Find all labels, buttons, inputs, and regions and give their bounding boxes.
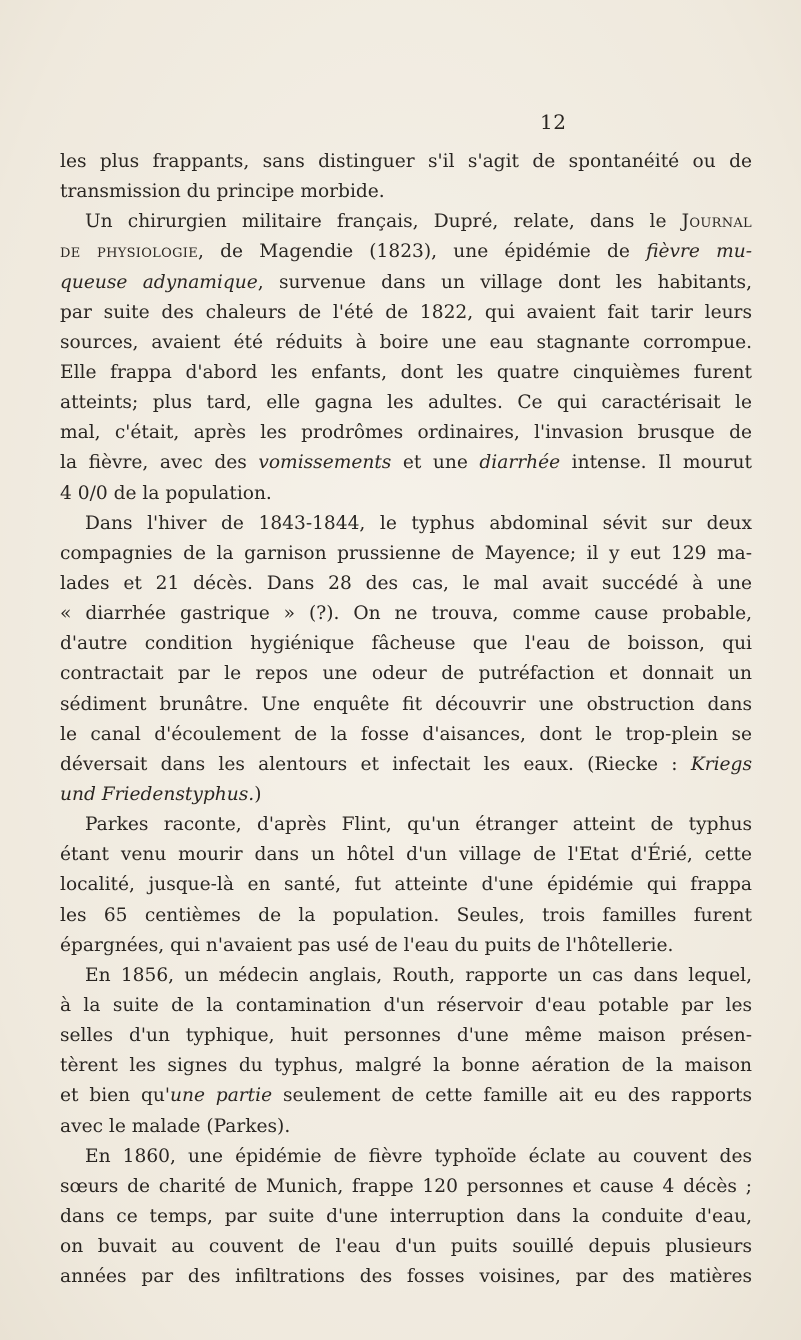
text-line	[60, 479, 752, 509]
line-text: Un chirurgien militaire français, Dupré, relate, dans le	[85, 211, 682, 233]
text-line	[60, 207, 752, 237]
line-text: , survenue dans un village dont les habitants,	[257, 271, 752, 293]
text-line	[60, 418, 752, 448]
line-text: déversait dans les alentours et infectait les eaux. (Riecke :	[60, 753, 691, 775]
text-line	[60, 991, 752, 1021]
small-caps-text: Journal	[681, 211, 752, 233]
text-line	[60, 1081, 752, 1111]
text-line	[60, 1112, 752, 1142]
line-text: compagnies de la garnison prussienne de Mayence; il y eut 129 ma-	[60, 542, 752, 564]
text-line	[60, 237, 752, 267]
text-line	[60, 901, 752, 931]
line-text: années par des infiltrations des fosses voisines, par des matières	[60, 1266, 752, 1288]
italic-text: vomissements	[258, 452, 392, 474]
line-text: atteints; plus tard, elle gagna les adultes. Ce qui caractérisait le	[60, 392, 752, 414]
text-line	[60, 810, 752, 840]
text-line	[60, 750, 752, 780]
line-text: le canal d'écoulement de la fosse d'aisances, dont le trop-plein se	[60, 723, 752, 745]
line-text: et une	[391, 452, 480, 474]
line-text: Elle frappa d'abord les enfants, dont les quatre cinquièmes furent	[60, 361, 752, 383]
text-line	[60, 1051, 752, 1081]
line-text: épargnées, qui n'avaient pas usé de l'eau du puits de l'hôtellerie.	[60, 934, 674, 956]
line-text: étant venu mourir dans un hôtel d'un village de l'Etat d'Érié, cette	[60, 844, 752, 866]
text-line	[60, 840, 752, 870]
line-text: 4 0/0 de la population.	[60, 482, 272, 504]
italic-text: fièvre mu-	[646, 241, 752, 263]
line-text: mal, c'était, après les prodrômes ordinaires, l'invasion brusque de	[60, 422, 752, 444]
line-text: sources, avaient été réduits à boire une eau stagnante corrompue.	[60, 331, 752, 353]
body-text	[60, 147, 752, 1292]
small-caps-text: de physiologie	[60, 241, 198, 263]
text-line	[60, 1202, 752, 1232]
text-line	[60, 1142, 752, 1172]
text-line	[60, 1172, 752, 1202]
text-line	[60, 870, 752, 900]
line-text: Dans l'hiver de 1843-1844, le typhus abdominal sévit sur deux	[85, 512, 752, 534]
text-line	[60, 328, 752, 358]
line-text: contractait par le repos une odeur de putréfaction et donnait un	[60, 663, 752, 685]
line-text: d'autre condition hygiénique fâcheuse que l'eau de boisson, qui	[60, 633, 752, 655]
line-text: par suite des chaleurs de l'été de 1822, qui avaient fait tarir leurs	[60, 301, 752, 323]
page-number: 12	[540, 110, 567, 134]
line-text: les 65 centièmes de la population. Seules, trois familles furent	[60, 904, 752, 926]
text-line	[60, 1021, 752, 1051]
text-line	[60, 268, 752, 298]
line-text: et bien qu'	[60, 1085, 170, 1107]
text-line	[60, 388, 752, 418]
line-text: sédiment brunâtre. Une enquête fit découvrir une obstruction dans	[60, 693, 752, 715]
text-line	[60, 147, 752, 177]
line-text: dans ce temps, par suite d'une interruption dans la conduite d'eau,	[60, 1205, 752, 1227]
line-text: intense. Il mourut	[560, 452, 752, 474]
line-text: transmission du principe morbide.	[60, 181, 385, 203]
line-text: avec le malade (Parkes).	[60, 1115, 291, 1137]
line-text: En 1856, un médecin anglais, Routh, rapporte un cas dans lequel,	[85, 964, 752, 986]
text-line	[60, 720, 752, 750]
text-line	[60, 780, 752, 810]
line-text: à la suite de la contamination d'un réservoir d'eau potable par les	[60, 994, 752, 1016]
text-line	[60, 961, 752, 991]
text-line	[60, 659, 752, 689]
text-line	[60, 298, 752, 328]
line-text: Parkes raconte, d'après Flint, qu'un étranger atteint de typhus	[85, 814, 752, 836]
italic-text: diarrhée	[479, 452, 561, 474]
line-text: localité, jusque-là en santé, fut atteinte d'une épidémie qui frappa	[60, 874, 752, 896]
text-line	[60, 539, 752, 569]
line-text: selles d'un typhique, huit personnes d'une même maison présen-	[60, 1025, 752, 1047]
text-line	[60, 690, 752, 720]
text-line	[60, 931, 752, 961]
italic-text: und Friedenstyphus.	[60, 783, 255, 805]
text-line	[60, 599, 752, 629]
line-text: )	[254, 783, 262, 805]
text-line	[60, 177, 752, 207]
line-text: la fièvre, avec des	[60, 452, 259, 474]
italic-text: queuse adynamique	[60, 271, 258, 293]
text-line	[60, 1232, 752, 1262]
text-line	[60, 509, 752, 539]
line-text: En 1860, une épidémie de fièvre typhoïde éclate au couvent des	[85, 1145, 752, 1167]
line-text: seulement de cette famille ait eu des rapports	[272, 1085, 752, 1107]
line-text: sœurs de charité de Munich, frappe 120 personnes et cause 4 décès ;	[60, 1175, 752, 1197]
line-text: on buvait au couvent de l'eau d'un puits souillé depuis plusieurs	[60, 1236, 752, 1258]
text-line	[60, 569, 752, 599]
italic-text: Kriegs	[690, 753, 752, 775]
text-line	[60, 448, 752, 478]
text-line	[60, 358, 752, 388]
line-text: , de Magendie (1823), une épidémie de	[198, 241, 647, 263]
italic-text: une partie	[170, 1085, 273, 1107]
line-text: les plus frappants, sans distinguer s'il s'agit de spontanéité ou de	[60, 151, 752, 172]
text-line	[60, 629, 752, 659]
line-text: « diarrhée gastrique » (?). On ne trouva, comme cause probable,	[60, 603, 752, 625]
text-line	[60, 1262, 752, 1292]
line-text: tèrent les signes du typhus, malgré la bonne aération de la maison	[60, 1055, 752, 1077]
line-text: lades et 21 décès. Dans 28 des cas, le mal avait succédé à une	[60, 572, 752, 594]
